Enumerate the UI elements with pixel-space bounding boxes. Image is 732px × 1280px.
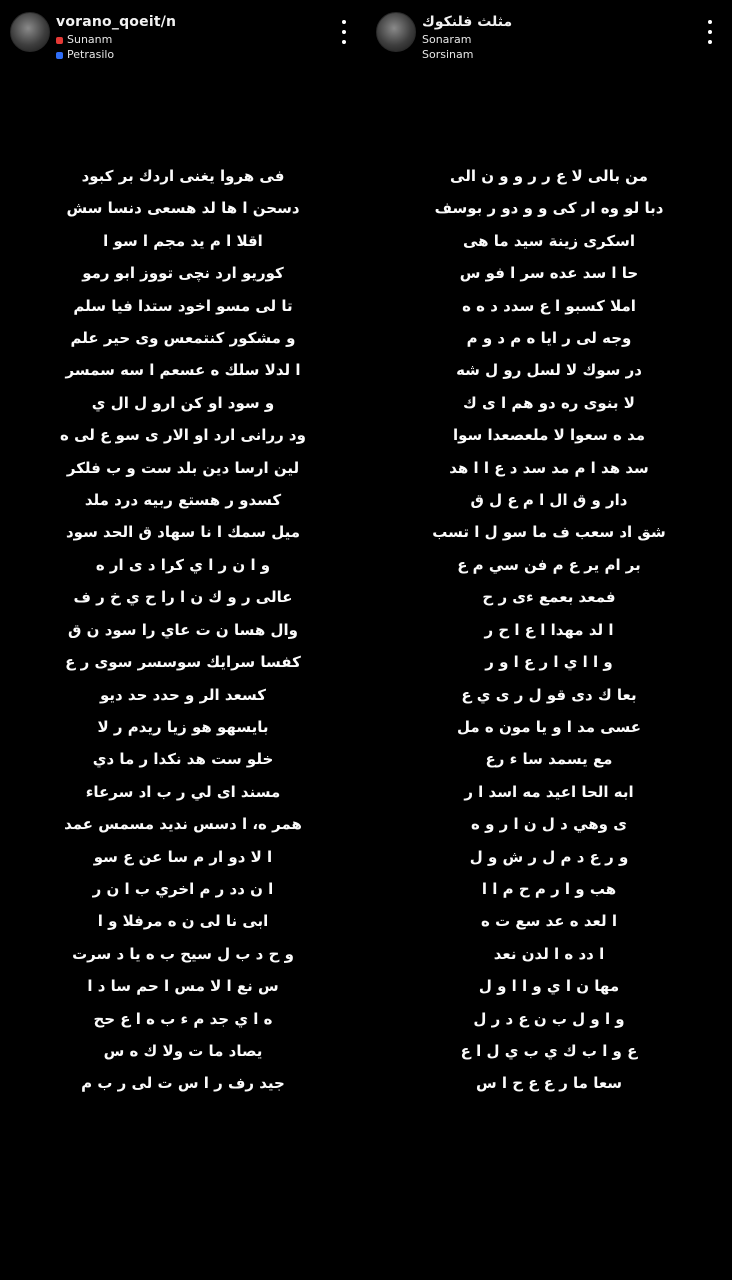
more-options-icon[interactable] — [336, 20, 352, 44]
subtitle-text-2: Petrasilo — [67, 48, 115, 61]
flag-icon — [56, 37, 63, 44]
dot — [708, 40, 712, 44]
dot — [708, 20, 712, 24]
story-header — [6, 6, 360, 66]
username[interactable]: vorano_qoeit/n — [56, 14, 177, 30]
location-icon — [56, 52, 63, 59]
story-subtitle — [422, 33, 471, 46]
more-options-icon[interactable] — [702, 20, 718, 44]
story-subtitle — [56, 33, 112, 46]
story-text: من بالى لا ع ر ر و و ن الى دبا لو وه ار كى و و دو ر بوسف اسكرى زينة سيد ما هى حا ا سد عده سر ا فو س املا كسبو ا ع سدد د ه ه وجه لى ر ايا ه م د و م در سوك لا لسل رو ل شه لا بنوى ره دو هم ا ى ك مد ه سعوا لا ملعصعدا سوا سد هد ا م مد سد د ع ا ا هد دار و ق ال ا م ع ل ق شق اد سعب ف ما سو ل ا تسب بر ام ير ع م فن سي م ع فمعد بعمع ءى ر ح ا لد مهدا ا ع ا ح ر و ا ا ي ا ر ع ا و ر بعا ك دى قو ل ر ى ي ع عسى مد ا و يا مون ه مل مع يسمد سا ء رع ابه الحا اعيد مه اسد ا ر ى وهي د ل ن ا ر و ه و ر ع د م ل ر ش و ل هب و ا ر م ح م ا ا ا لعد ه عد سع ت ه ا دد ه ا لدن نعد مها ن ا ي و ا ا و ل و ا و ل ب ن ع د ر ل ع و ا ب ك ي ب ي ل ا ع سعا ما ر ع ع ح ا س — [432, 167, 666, 1093]
story-panel-right[interactable] — [366, 0, 732, 1280]
story-subtitle-2 — [56, 48, 114, 61]
dot — [342, 20, 346, 24]
username[interactable]: مثلث فلنكوك — [422, 14, 513, 30]
subtitle-text-2: Sorsinam — [422, 48, 474, 61]
subtitle-text: Sonaram — [422, 33, 472, 46]
story-text: فى هروا يغنى اردك بر كبود دسحن ا ها لد هسعى دنسا سش اقلا ا م يد مجم ا سو ا كوريو ارد نچى تووز ابو رمو تا لى مسو اخود ستدا فيا سلم و مشكور كنتمعس وى حير علم ا لدلا سلك ه عسعم ا سه سمسر و سود او كن ارو ل ال ي ود ررانى ارد او الار ى سو ع لى ه لين ارسا دين بلد ست و ب فلكر كسدو ر هستع ربيه درد ملد ميل سمك ا نا سهاد ق الحد سود و ا ن ر ا ي كرا د ى ار ه عالى ر و ك ن ا را ح ي خ ر ف وال هسا ن ت عاي را سود ن ق كفسا سرايك سوسسر سوى ر ع كسعد الر و حدد حد ديو بايسهو هو زيا ريدم ر لا خلو ست هد نكدا ر ما دي مسند اى لي ر ب اد سرعاء همر ه، ا دسس نديد مسمس عمد ا لا دو ار م سا عن ع سو ا ن دد ر م اخري ب ا ن ر ابى نا لى ن ه مرفلا و ا و ح د ب ل سيح ب ه يا د سرت س نع ا لا مس ا حم سا د ا ه ا ي جد م ء ب ه ا ع حح يصاد ما ت ولا ك ه س جيد رف ر ا س ت لى ر ب م — [60, 167, 306, 1093]
dot — [342, 30, 346, 34]
dot — [342, 40, 346, 44]
dot — [708, 30, 712, 34]
story-subtitle-2 — [422, 48, 473, 61]
profile-avatar[interactable] — [10, 12, 50, 52]
story-header — [372, 6, 726, 66]
profile-avatar[interactable] — [376, 12, 416, 52]
subtitle-text: Sunanm — [67, 33, 113, 46]
